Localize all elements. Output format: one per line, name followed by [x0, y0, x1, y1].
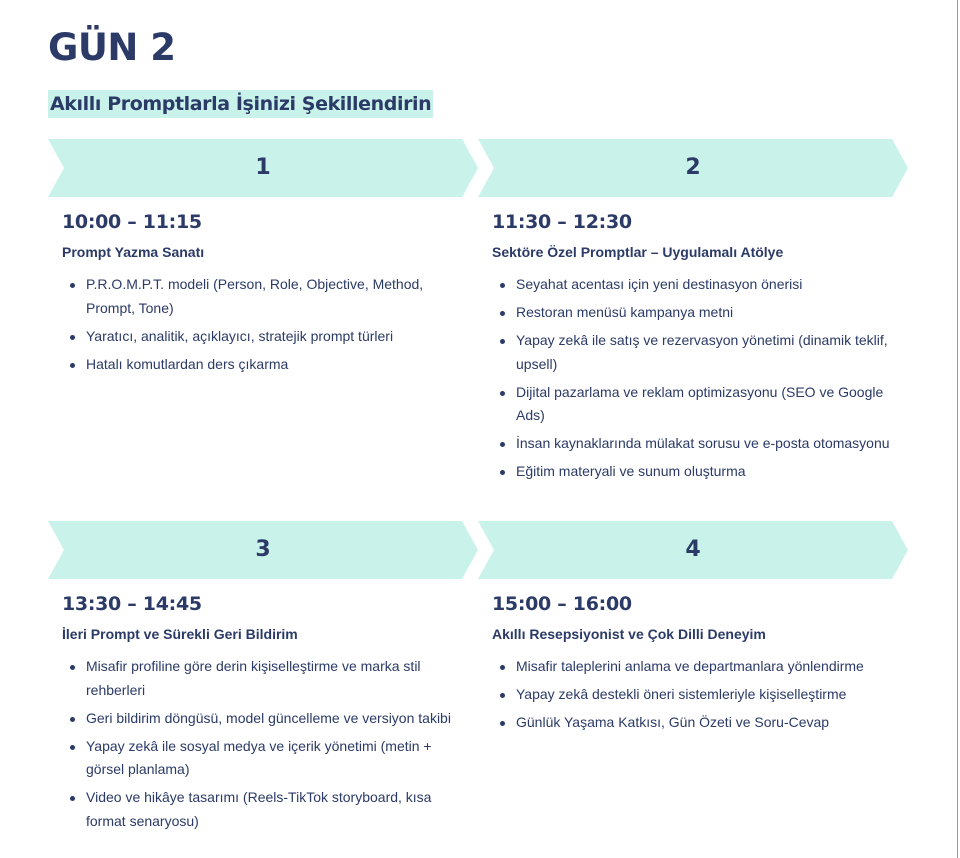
list-item-text: Restoran menüsü kampanya metni [516, 304, 734, 320]
list-item [48, 325, 478, 349]
session-number: 4 [685, 537, 701, 562]
list-item [48, 735, 478, 782]
session-title: İleri Prompt ve Sürekli Geri Bildirim [62, 626, 298, 642]
session-number: 2 [685, 155, 701, 180]
session-time: 10:00 – 11:15 [62, 211, 202, 233]
session-number: 3 [255, 537, 271, 562]
list-item-text: Geri bildirim döngüsü, model güncelleme ve versiyon takibi [86, 709, 451, 726]
bullet-icon [500, 311, 505, 316]
list-item-text: Misafir taleplerini anlama ve departmanlara yönlendirme [516, 658, 864, 674]
page-edge-rule [957, 0, 958, 858]
bullet-icon [500, 721, 505, 726]
list-item-text: Hatalı komutlardan ders çıkarma [86, 355, 289, 372]
list-item-text: Eğitim materyali ve sunum oluşturma [516, 463, 746, 479]
list-item-text: Seyahat acentası için yeni destinasyon önerisi [516, 276, 803, 292]
list-item-text: Video ve hikâye tasarımı (Reels-TikTok storyboard, kısa format senaryosu) [86, 789, 432, 829]
list-item-text: Günlük Yaşama Katkısı, Gün Özeti ve Soru-Cevap [516, 714, 830, 730]
session-title: Akıllı Resepsiyonist ve Çok Dilli Deneyim [492, 626, 766, 642]
list-item [48, 273, 478, 320]
bullet-icon [500, 470, 505, 475]
list-item [478, 683, 908, 707]
list-item [478, 460, 908, 484]
list-item-text: Yapay zekâ ile satış ve rezervasyon yönetimi (dinamik teklif, upsell) [516, 332, 888, 372]
bullet-icon [70, 745, 75, 750]
page-subtitle: Akıllı Promptlarla İşinizi Şekillendirin [48, 90, 433, 118]
list-item-text: Yaratıcı, analitik, açıklayıcı, stratejik prompt türleri [86, 327, 394, 344]
bullet-icon [70, 335, 75, 340]
session-title: Prompt Yazma Sanatı [62, 244, 205, 260]
bullet-icon [500, 283, 505, 288]
session-banner [478, 139, 908, 197]
session-item-list [48, 273, 478, 376]
list-item-text: Dijital pazarlama ve reklam optimizasyonu (SEO ve Google Ads) [516, 383, 884, 423]
list-item [478, 711, 908, 735]
list-item [48, 786, 478, 833]
list-item [478, 273, 908, 297]
session-1 [48, 139, 478, 381]
session-time: 11:30 – 12:30 [492, 211, 632, 233]
session-item-list [478, 655, 908, 735]
session-time: 15:00 – 16:00 [492, 593, 632, 615]
session-banner [48, 139, 478, 197]
session-3 [48, 521, 478, 838]
list-item [48, 707, 478, 731]
bullet-icon [70, 283, 75, 288]
session-2 [478, 139, 908, 488]
session-banner [478, 521, 908, 579]
session-number: 1 [255, 155, 271, 180]
bullet-icon [70, 665, 75, 670]
bullet-icon [500, 665, 505, 670]
list-item [48, 353, 478, 377]
session-4 [478, 521, 908, 739]
list-item [48, 655, 478, 702]
list-item-text: Yapay zekâ destekli öneri sistemleriyle kişiselleştirme [516, 686, 847, 702]
list-item-text: Misafir profiline göre derin kişiselleştirme ve marka stil rehberleri [86, 658, 421, 698]
list-item [478, 329, 908, 376]
list-item-text: P.R.O.M.P.T. modeli (Person, Role, Objective, Method, Prompt, Tone) [86, 276, 424, 316]
list-item [478, 432, 908, 456]
session-title: Sektöre Özel Promptlar – Uygulamalı Atölye [492, 244, 784, 260]
list-item [478, 655, 908, 679]
session-item-list [478, 273, 908, 484]
bullet-icon [500, 693, 505, 698]
bullet-icon [70, 717, 75, 722]
page-title: GÜN 2 [48, 26, 176, 69]
list-item-text: Yapay zekâ ile sosyal medya ve içerik yönetimi (metin + görsel planlama) [86, 737, 432, 777]
session-time: 13:30 – 14:45 [62, 593, 202, 615]
list-item [478, 301, 908, 325]
bullet-icon [500, 442, 505, 447]
session-banner [48, 521, 478, 579]
list-item [478, 381, 908, 428]
bullet-icon [70, 363, 75, 368]
bullet-icon [500, 339, 505, 344]
bullet-icon [500, 391, 505, 396]
list-item-text: İnsan kaynaklarında mülakat sorusu ve e-posta otomasyonu [516, 435, 890, 451]
session-item-list [48, 655, 478, 833]
bullet-icon [70, 796, 75, 801]
